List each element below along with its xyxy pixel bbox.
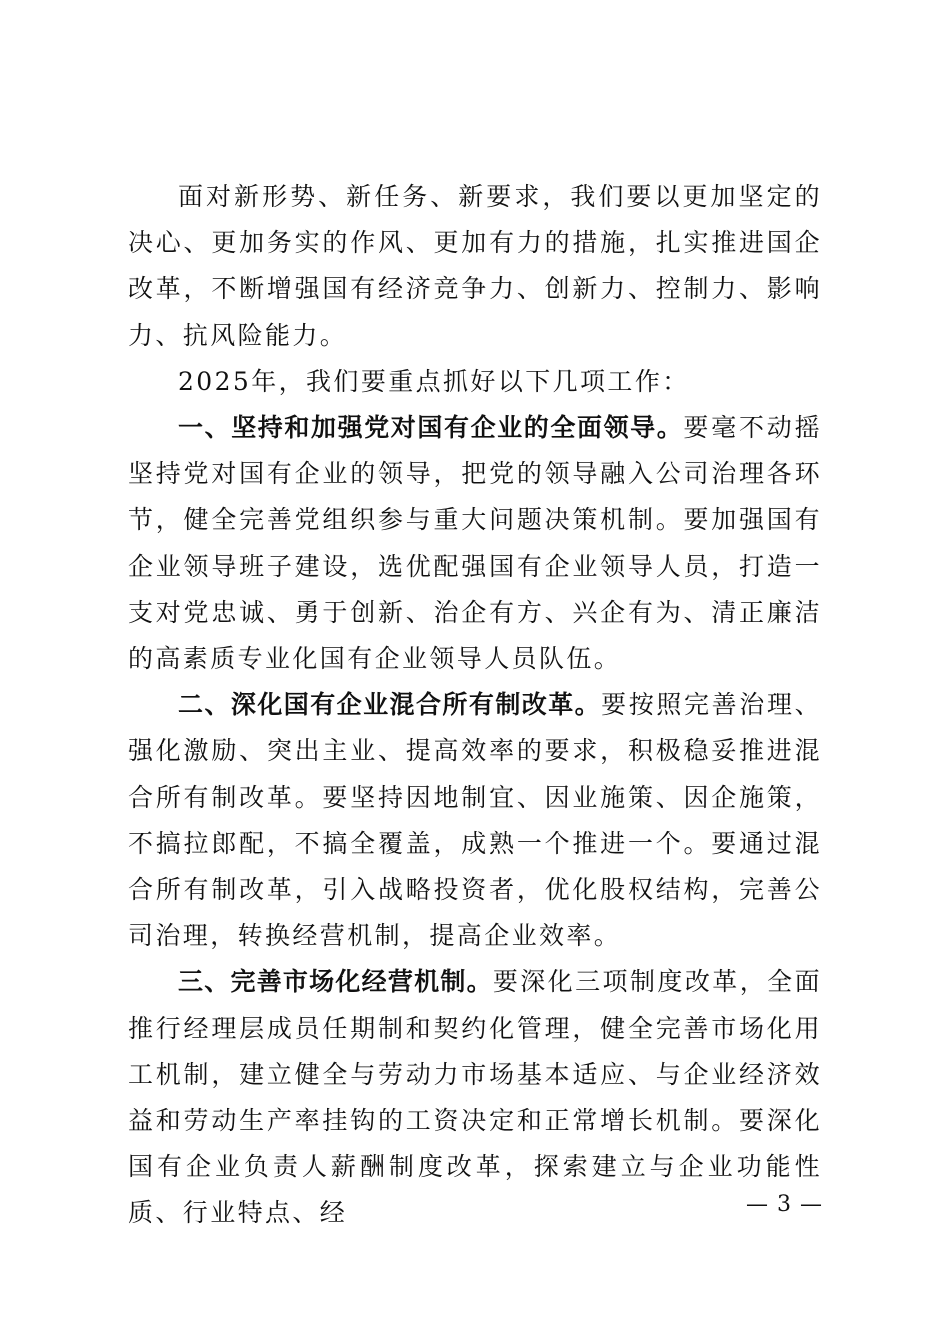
paragraph-heading: 三、完善市场化经营机制。 — [178, 967, 493, 997]
paragraph-item-2 — [128, 682, 822, 959]
paragraph-item-1 — [128, 405, 822, 682]
paragraph-item-3 — [128, 959, 822, 1236]
paragraph-heading: 二、深化国有企业混合所有制改革。 — [178, 690, 602, 720]
page-number: — 3 — — [746, 1192, 823, 1217]
document-body — [128, 174, 822, 1237]
paragraph-text: 2025年，我们要重点抓好以下几项工作： — [178, 366, 690, 396]
paragraph-intro — [128, 174, 822, 359]
paragraph-text: 要毫不动摇坚持党对国有企业的领导，把党的领导融入公司治理各环节，健全完善党组织参与重大问题决策机制。要加强国有企业领导班子建设，选优配强国有企业领导人员，打造一支对党忠诚、勇于创新、治企有方、兴企有为、清正廉洁的高素质专业化国有企业领导人员队伍。 — [128, 413, 822, 674]
paragraph-heading: 一、坚持和加强党对国有企业的全面领导。 — [178, 413, 684, 443]
paragraph-text: 面对新形势、新任务、新要求，我们要以更加坚定的决心、更加务实的作风、更加有力的措施，扎实推进国企改革，不断增强国有经济竞争力、创新力、控制力、影响力、抗风险能力。 — [128, 182, 822, 350]
paragraph-text: 要按照完善治理、强化激励、突出主业、提高效率的要求，积极稳妥推进混合所有制改革。要坚持因地制宜、因业施策、因企施策，不搞拉郎配，不搞全覆盖，成熟一个推进一个。要通过混合所有制改革，引入战略投资者，优化股权结构，完善公司治理，转换经营机制，提高企业效率。 — [128, 690, 822, 951]
paragraph-text: 要深化三项制度改革，全面推行经理层成员任期制和契约化管理，健全完善市场化用工机制，建立健全与劳动力市场基本适应、与企业经济效益和劳动生产率挂钩的工资决定和正常增长机制。要深化国有企业负责人薪酬制度改革，探索建立与企业功能性质、行业特点、经 — [128, 967, 822, 1228]
paragraph-2025-work-items — [128, 359, 822, 405]
